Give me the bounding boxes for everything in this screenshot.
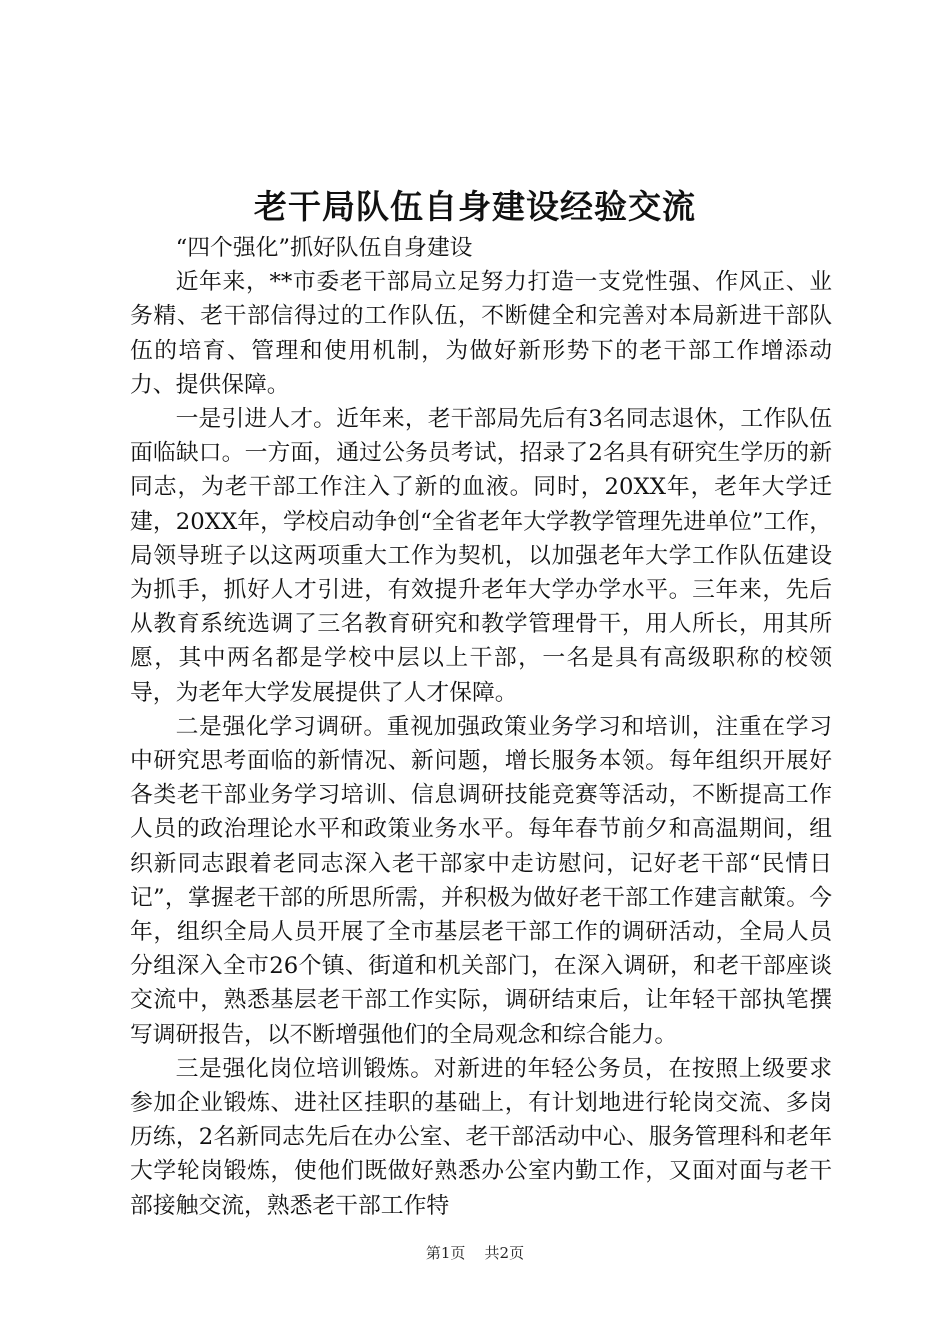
subtitle-paragraph: “四个强化”抓好队伍自身建设	[175, 235, 473, 261]
page-number: 第1页	[425, 1244, 466, 1262]
intro-paragraph: 近年来，**市委老干部局立足努力打造一支党性强、作风正、业务精、老干部信得过的工作队伍，不断健全和完善对本局新进干部队伍的培育、管理和使用机制，为做好新形势下的老干部工作增添动力、提供保障。	[130, 269, 832, 398]
page-total: 共2页	[484, 1244, 525, 1262]
page-footer	[0, 1243, 950, 1263]
document-title: 老干局队伍自身建设经验交流	[254, 187, 696, 226]
paragraph-study: 二是强化学习调研。重视加强政策业务学习和培训，注重在学习中研究思考面临的新情况、新问题，增长服务本领。每年组织开展好各类老干部业务学习培训、信息调研技能竞赛等活动，不断提高工作人员的政治理论水平和政策业务水平。每年春节前夕和高温期间，组织新同志跟着老同志深入老干部家中走访慰问，记好老干部“民情日记”，掌握老干部的所思所需，并积极为做好老干部工作建言献策。今年，组织全局人员开展了全市基层老干部工作的调研活动，全局人员分组深入全市26个镇、街道和机关部门，在深入调研，和老干部座谈交流中，熟悉基层老干部工作实际，调研结束后，让年轻干部执笔撰写调研报告，以不断增强他们的全局观念和综合能力。	[130, 713, 832, 1048]
paragraph-training: 三是强化岗位培训锻炼。对新进的年轻公务员，在按照上级要求参加企业锻炼、进社区挂职的基础上，有计划地进行轮岗交流、多岗历练，2名新同志先后在办公室、老干部活动中心、服务管理科和老年大学轮岗锻炼，使他们既做好熟悉办公室内勤工作，又面对面与老干部接触交流，熟悉老干部工作特	[130, 1055, 832, 1219]
document-body	[130, 231, 832, 1223]
paragraph-talent: 一是引进人才。近年来，老干部局先后有3名同志退休，工作队伍面临缺口。一方面，通过公务员考试，招录了2名具有研究生学历的新同志，为老干部工作注入了新的血液。同时，20XX年，老年大学迁建，20XX年，学校启动争创“全省老年大学教学管理先进单位”工作，局领导班子以这两项重大工作为契机，以加强老年大学工作队伍建设为抓手，抓好人才引进，有效提升老年大学办学水平。三年来，先后从教育系统选调了三名教育研究和教学管理骨干，用人所长，用其所愿，其中两名都是学校中层以上干部，一名是具有高级职称的校领导，为老年大学发展提供了人才保障。	[130, 406, 832, 706]
